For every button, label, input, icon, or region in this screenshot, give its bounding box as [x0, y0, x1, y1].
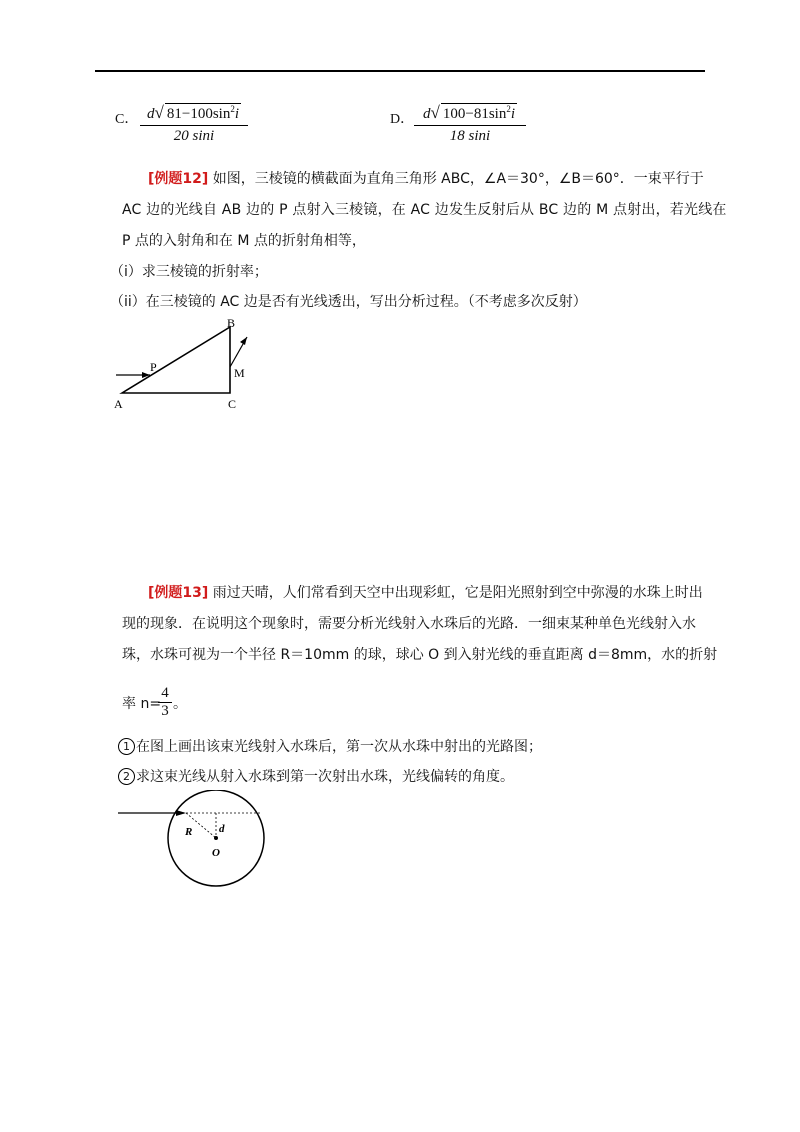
- prism-triangle: [122, 327, 230, 393]
- example12-line1: [例题12] 如图，三棱镜的横截面为直角三角形 ABC，∠A＝30°，∠B＝60°．一束平行于: [148, 171, 704, 187]
- center-point: [214, 836, 218, 840]
- label-a: A: [114, 397, 123, 411]
- example13-tag: [例题13]: [148, 585, 209, 601]
- label-m: M: [234, 366, 245, 380]
- label-r: R: [185, 826, 193, 838]
- emergent-arrow: [240, 337, 247, 345]
- example13-line2: 现的现象．在说明这个现象时，需要分析光线射入水珠后的光路．一细束某种单色光线射入水: [122, 616, 696, 632]
- example13-n-prefix: 率 n=: [122, 696, 162, 712]
- example13-line3: 珠，水珠可视为一个半径 R＝10mm 的球，球心 O 到入射光线的垂直距离 d＝8mm，水的折射: [122, 647, 718, 663]
- incident-light-arrow: [176, 810, 186, 816]
- label-o: O: [212, 847, 220, 859]
- example12-question2: （ii）在三棱镜的 AC 边是否有光线透出，写出分析过程。（不考虑多次反射）: [110, 294, 587, 310]
- example12-line3: P 点的入射角和在 M 点的折射角相等，: [122, 233, 366, 249]
- option-d-formula: $\frac{d√ 100-81\sin^2i}{18 \sin i}$: [414, 103, 526, 145]
- prism-figure: [110, 315, 260, 415]
- example12-question1: （i）求三棱镜的折射率；: [110, 264, 268, 280]
- label-c: C: [228, 397, 237, 411]
- option-c-label: C．: [115, 112, 139, 127]
- option-d-label: D．: [390, 112, 415, 127]
- label-b: B: [227, 316, 236, 330]
- header-rule: [95, 70, 705, 72]
- example13-question1: 1 在图上画出该束光线射入水珠后，第一次从水珠中射出的光路图；: [118, 738, 542, 756]
- example13-line1: [例题13] 雨过天晴，人们常看到天空中出现彩虹，它是阳光照射到空中弥漫的水珠上时出: [148, 585, 703, 601]
- label-d: d: [219, 823, 225, 835]
- label-p: P: [150, 360, 157, 374]
- refractive-index-fraction: 4 3: [158, 685, 172, 720]
- water-droplet-figure: [110, 790, 280, 895]
- example13-n-suffix: 。: [173, 696, 187, 712]
- option-c-formula: $\frac{d√ 81-100\sin^2i}{20 \sin i}$: [140, 103, 248, 145]
- example12-tag: [例题12]: [148, 171, 209, 187]
- example13-question2: 2 求这束光线从射入水珠到第一次射出水珠，光线偏转的角度。: [118, 768, 514, 786]
- example12-line2: AC 边的光线自 AB 边的 P 点射入三棱镜，在 AC 边发生反射后从 BC 边的 M 点射出，若光线在: [122, 202, 727, 218]
